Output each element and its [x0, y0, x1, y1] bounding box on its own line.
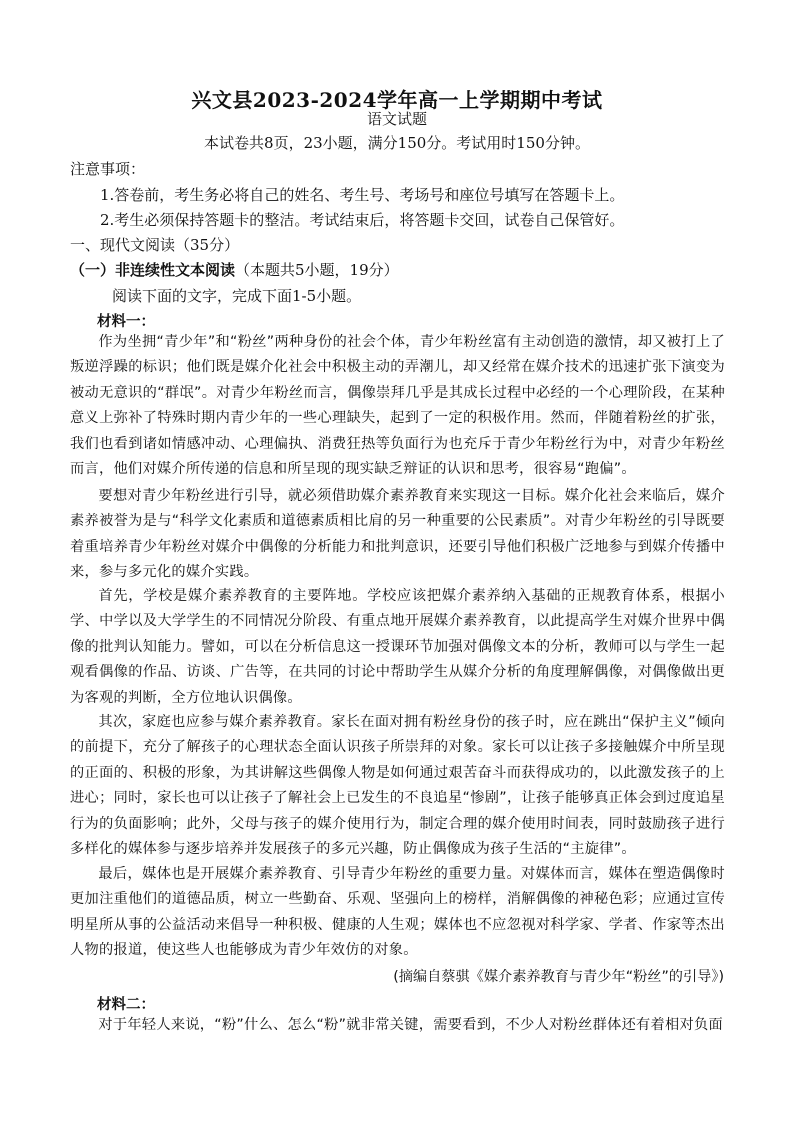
material-1-paragraph-2: 要想对青少年粉丝进行引导，就必须借助媒介素养教育来实现这一目标。媒介化社会来临后，媒介素养被誉为是与“科学文化素质和道德素质相比肩的另一种重要的公民素质”。对青少年粉丝的引导既要着重培养青少年粉丝对媒介中偶像的分析能力和批判意识，还要引导他们积极广泛地参与到媒介传播中来，参与多元化的媒介实践。	[70, 488, 725, 581]
section-heading: 一、现代文阅读（35分）	[70, 236, 240, 254]
sub-section-heading-rest: （本题共5小题，19分）	[235, 261, 399, 279]
material-1-paragraph-1: 作为坐拥“青少年”和“粉丝”两种身份的社会个体，青少年粉丝富有主动创造的激情，却又被打上了叛逆浮躁的标识；他们既是媒介化社会中积极主动的弄潮儿，却又经常在媒介技术的迅速扩张下演变为被动无意识的“群氓”。对青少年粉丝而言，偶像崇拜几乎是其成长过程中必经的一个心理阶段，在某种意义上弥补了特殊时期内青少年的一些心理缺失，起到了一定的积极作用。然而，伴随着粉丝的扩张，我们也看到诸如情感冲动、心理偏执、消费狂热等负面行为也充斥于青少年粉丝行为中，对青少年粉丝而言，他们对媒介所传递的信息和所呈现的现实缺乏辩证的认识和思考，很容易“跑偏”。	[70, 334, 725, 478]
notice-heading: 注意事项：	[70, 160, 146, 178]
material-2-paragraph-1: 对于年轻人来说，“粉”什么、怎么“粉”就非常关键，需要看到，不少人对粉丝群体还有着相对负面	[98, 1017, 723, 1033]
notice-item-1: 1.答卷前，考生务必将自己的姓名、考生号、考场号和座位号填写在答题卡上。	[100, 186, 625, 204]
material-1-label: 材料一：	[97, 314, 155, 330]
sub-section-heading-bold: （一）非连续性文本阅读	[70, 261, 236, 279]
notice-item-2: 2.考生必须保持答题卡的整洁。考试结束后，将答题卡交回，试卷自己保管好。	[100, 211, 625, 229]
material-1-source: (摘编自蔡骐《媒介素养教育与青少年“粉丝”的引导》)	[393, 969, 724, 985]
material-1-paragraph-4: 其次，家庭也应参与媒介素养教育。家长在面对拥有粉丝身份的孩子时，应在跳出“保护主义”倾向的前提下，充分了解孩子的心理状态全面认识孩子所崇拜的对象。家长可以让孩子多接触媒介中所呈现的正面的、积极的形象，为其讲解这些偶像人物是如何通过艰苦奋斗而获得成功的，以此激发孩子的上进心；同时，家长也可以让孩子了解社会上已发生的不良追星“惨剧”，让孩子能够真正体会到过度追星行为的负面影响；此外，父母与孩子的媒介使用行为，制定合理的媒介使用时间表，同时鼓励孩子进行多样化的媒体参与逐步培养并发展孩子的多元兴趣，防止偶像成为孩子生活的“主旋律”。	[70, 714, 725, 858]
sub-section-heading	[70, 259, 399, 280]
reading-instruction: 阅读下面的文字，完成下面1-5小题。	[112, 287, 362, 305]
material-2-label: 材料二：	[97, 997, 155, 1013]
material-1-paragraph-5: 最后，媒体也是开展媒介素养教育、引导青少年粉丝的重要力量。对媒体而言，媒体在塑造偶像时更加注重他们的道德品质，树立一些勤奋、乐观、坚强向上的榜样，消解偶像的神秘色彩；应通过宣传明星所从事的公益活动来倡导一种积极、健康的人生观；媒体也不应忽视对科学家、学者、作家等杰出人物的报道，使这些人也能够成为青少年效仿的对象。	[70, 866, 725, 959]
exam-title: 兴文县2023-2024学年高一上学期期中考试	[191, 88, 603, 112]
exam-subtitle: 语文试题	[366, 110, 427, 128]
material-1-paragraph-3: 首先，学校是媒介素养教育的主要阵地。学校应该把媒介素养纳入基础的正规教育体系，根据小学、中学以及大学学生的不同情况分阶段、有重点地开展媒介素养教育，以此提高学生对媒介世界中偶像的批判认知能力。譬如，可以在分析信息这一授课环节加强对偶像文本的分析，教师可以与学生一起观看偶像的作品、访谈、广告等，在共同的讨论中帮助学生从媒介分析的角度理解偶像，对偶像做出更为客观的判断，全方位地认识偶像。	[70, 588, 725, 706]
exam-info: 本试卷共8页，23小题，满分150分。考试用时150分钟。	[204, 134, 590, 152]
